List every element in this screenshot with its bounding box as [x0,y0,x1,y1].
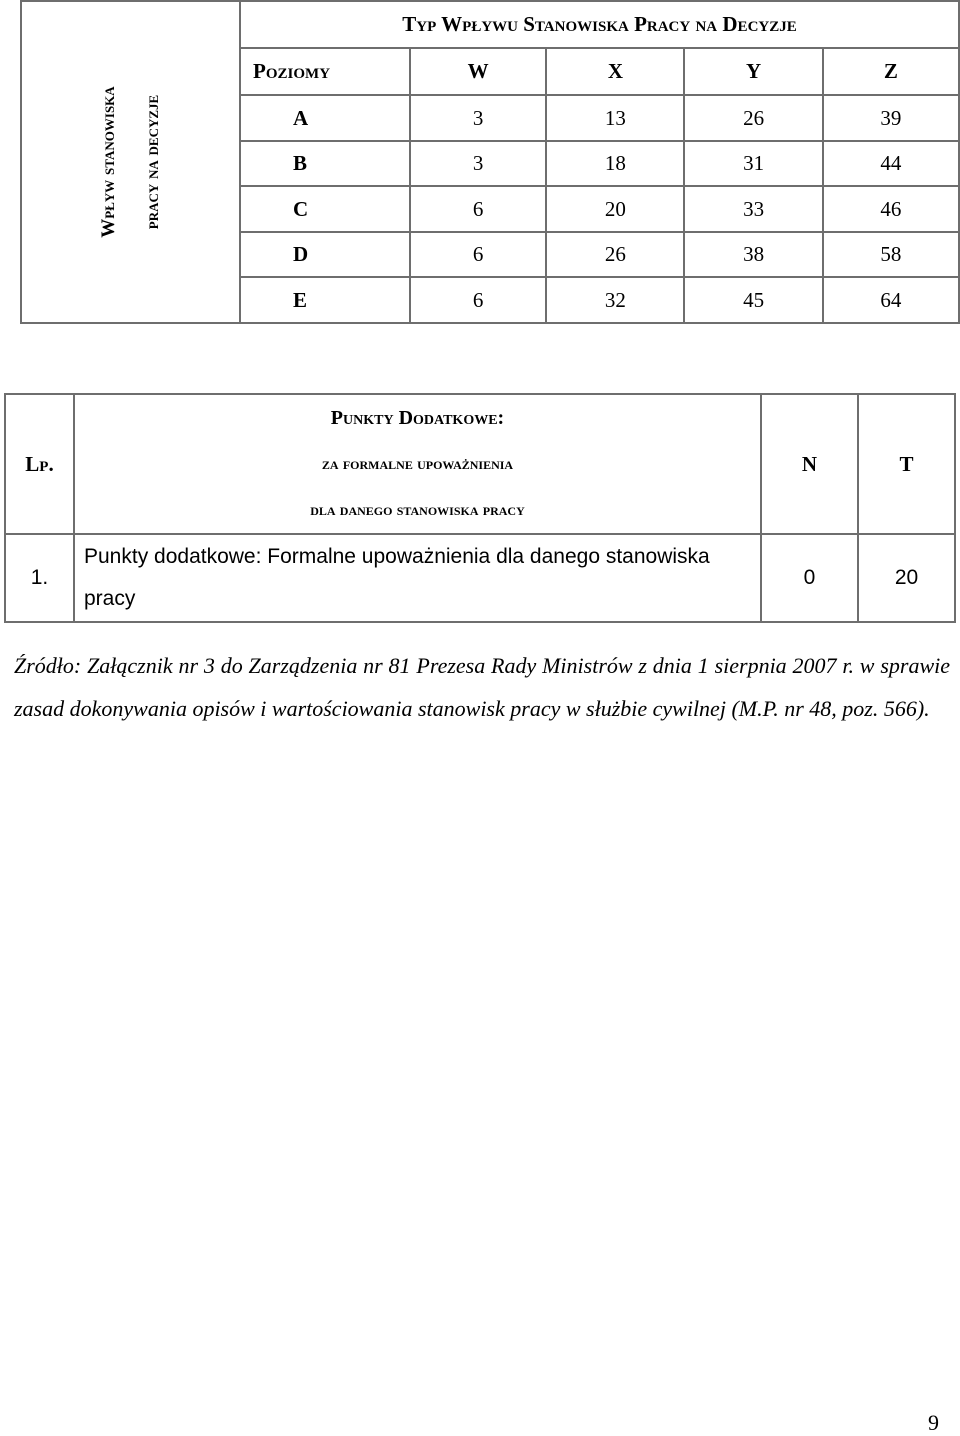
level-label: B [240,141,410,187]
points-table [4,393,956,623]
cell-value: 6 [410,232,546,278]
side-label-cell [21,1,240,323]
cell-value: 13 [546,95,684,141]
cell-value: 58 [823,232,959,278]
level-label: C [240,186,410,232]
side-label-line1: Wpływ stanowiska [97,86,119,238]
cell-value: 31 [684,141,822,187]
t-header: T [858,394,955,534]
col-header-y: Y [684,48,822,96]
cell-value: 26 [546,232,684,278]
levels-header: Poziomy [240,48,410,96]
points-header [74,394,761,534]
level-label: E [240,277,410,323]
col-header-w: W [410,48,546,96]
cell-value: 44 [823,141,959,187]
cell-value: 6 [410,186,546,232]
cell-value: 39 [823,95,959,141]
cell-value: 45 [684,277,822,323]
col-header-x: X [546,48,684,96]
cell-value: 46 [823,186,959,232]
level-label: A [240,95,410,141]
impact-table [20,0,960,324]
n-header: N [761,394,858,534]
cell-value: 18 [546,141,684,187]
cell-value: 20 [546,186,684,232]
cell-value: 32 [546,277,684,323]
cell-value: 6 [410,277,546,323]
side-label-line2: pracy na decyzje [141,94,163,230]
row-t-value: 20 [858,534,955,622]
source-note: Źródło: Załącznik nr 3 do Zarządzenia nr 81 Prezesa Rady Ministrów z dnia 1 sierpnia 2007 r. w sprawie zasad dokonywania opisów i wartościowania stanowisk pracy w służbie cywilnej (M.P. nr 48, poz. 566). [14,653,950,721]
cell-value: 26 [684,95,822,141]
points-header-line1: Punkty Dodatkowe: [330,407,505,429]
table-row [5,534,955,622]
impact-table-title: Typ Wpływu Stanowiska Pracy na Decyzje [240,1,959,48]
cell-value: 3 [410,95,546,141]
cell-value: 3 [410,141,546,187]
cell-value: 38 [684,232,822,278]
lp-header: Lp. [5,394,74,534]
points-header-line2: za formalne upoważnienia [321,454,514,473]
row-description: Punkty dodatkowe: Formalne upoważnienia dla danego stanowiska pracy [74,534,761,622]
cell-value: 64 [823,277,959,323]
level-label: D [240,232,410,278]
points-header-row [5,394,955,534]
row-number: 1. [5,534,74,622]
points-header-line3: dla danego stanowiska pracy [310,500,525,519]
row-n-value: 0 [761,534,858,622]
col-header-z: Z [823,48,959,96]
cell-value: 33 [684,186,822,232]
page-number: 9 [928,1410,939,1435]
